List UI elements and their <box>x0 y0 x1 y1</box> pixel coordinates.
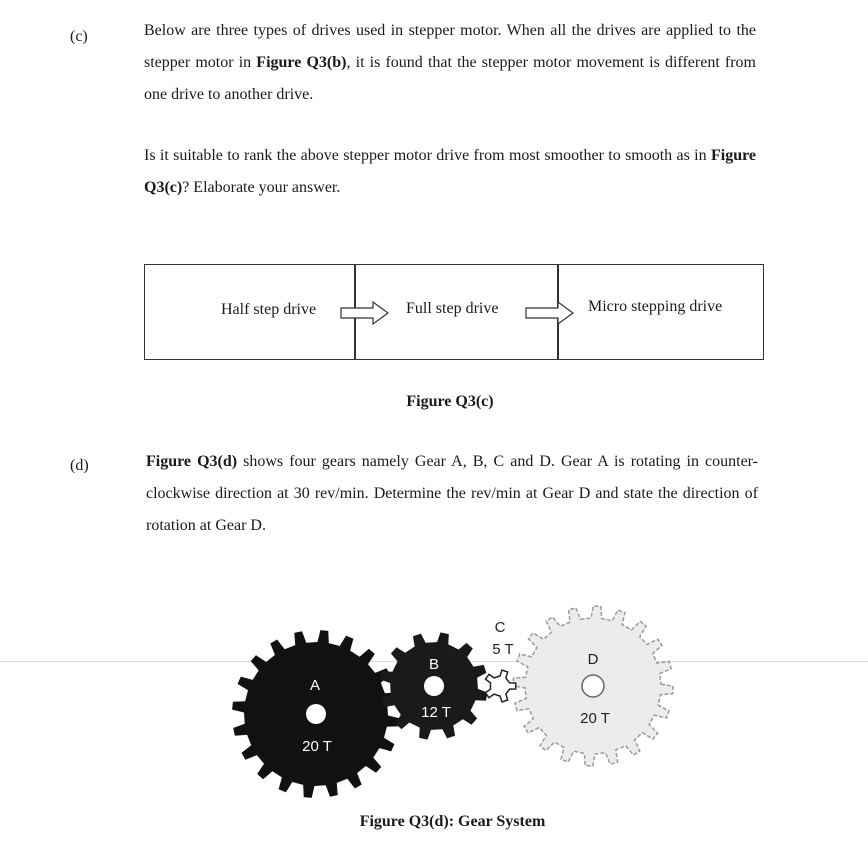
part-d-label: (d) <box>70 457 89 474</box>
gear-c-name: C <box>494 619 506 636</box>
gear-c <box>486 670 516 702</box>
arrow-right-icon <box>524 300 576 326</box>
figure-reference: Figure Q3(b) <box>256 54 347 71</box>
part-c-paragraph-1 <box>144 15 756 111</box>
gear-d <box>513 606 673 766</box>
drive-sequence-figure <box>144 264 764 360</box>
drive-label-half-step: Half step drive <box>221 301 317 318</box>
drive-label-full-step: Full step drive <box>406 300 499 317</box>
part-d-paragraph <box>146 446 758 542</box>
text-segment: shows four gears namely Gear A, B, C and D. Gear A is rotating in counter-clockwise direction at 30 rev/min. Determine the rev/min at Gear D and state the direction of rotation at Gear D. <box>146 453 759 534</box>
part-c-paragraph-2 <box>144 140 756 204</box>
gear-hub <box>424 676 444 696</box>
figure-reference: Figure Q3(d) <box>146 453 238 470</box>
gear-a-teeth-label: 20 T <box>302 738 332 755</box>
figure-reference: Figure Q3(c) <box>144 147 756 196</box>
arrow-right-icon <box>339 300 391 326</box>
text-segment: Below are three types of drives used in stepper motor. When all the drives are applied to the stepper motor in <box>144 22 756 71</box>
gear-b-name: B <box>428 656 440 673</box>
gear-c-teeth-label: 5 T <box>492 641 514 658</box>
figure-q3d-caption: Figure Q3(d): Gear System <box>359 813 546 830</box>
figure-q3c-caption: Figure Q3(c) <box>406 393 494 410</box>
gear-hub <box>306 704 326 724</box>
gear-hub <box>582 675 604 697</box>
drive-cell-micro-stepping <box>557 264 764 360</box>
text-segment: ? Elaborate your answer. <box>182 179 341 196</box>
gear-b <box>380 632 487 739</box>
gear-b-teeth-label: 12 T <box>421 704 451 721</box>
gear-a-name: A <box>309 677 321 694</box>
part-c-label: (c) <box>70 28 88 45</box>
gear-d-name: D <box>587 651 599 668</box>
text-segment: Is it suitable to rank the above stepper motor drive from most smoother to smooth as in <box>144 147 711 164</box>
drive-cell-half-step <box>144 264 356 360</box>
gear-system-figure <box>225 596 685 806</box>
drive-label-micro-stepping: Micro stepping drive <box>588 298 723 315</box>
text-segment: , it is found that the stepper motor movement is different from one drive to another drive. <box>144 54 757 103</box>
gear-a <box>232 630 400 798</box>
gear-d-teeth-label: 20 T <box>580 710 610 727</box>
gear-body <box>486 670 516 702</box>
